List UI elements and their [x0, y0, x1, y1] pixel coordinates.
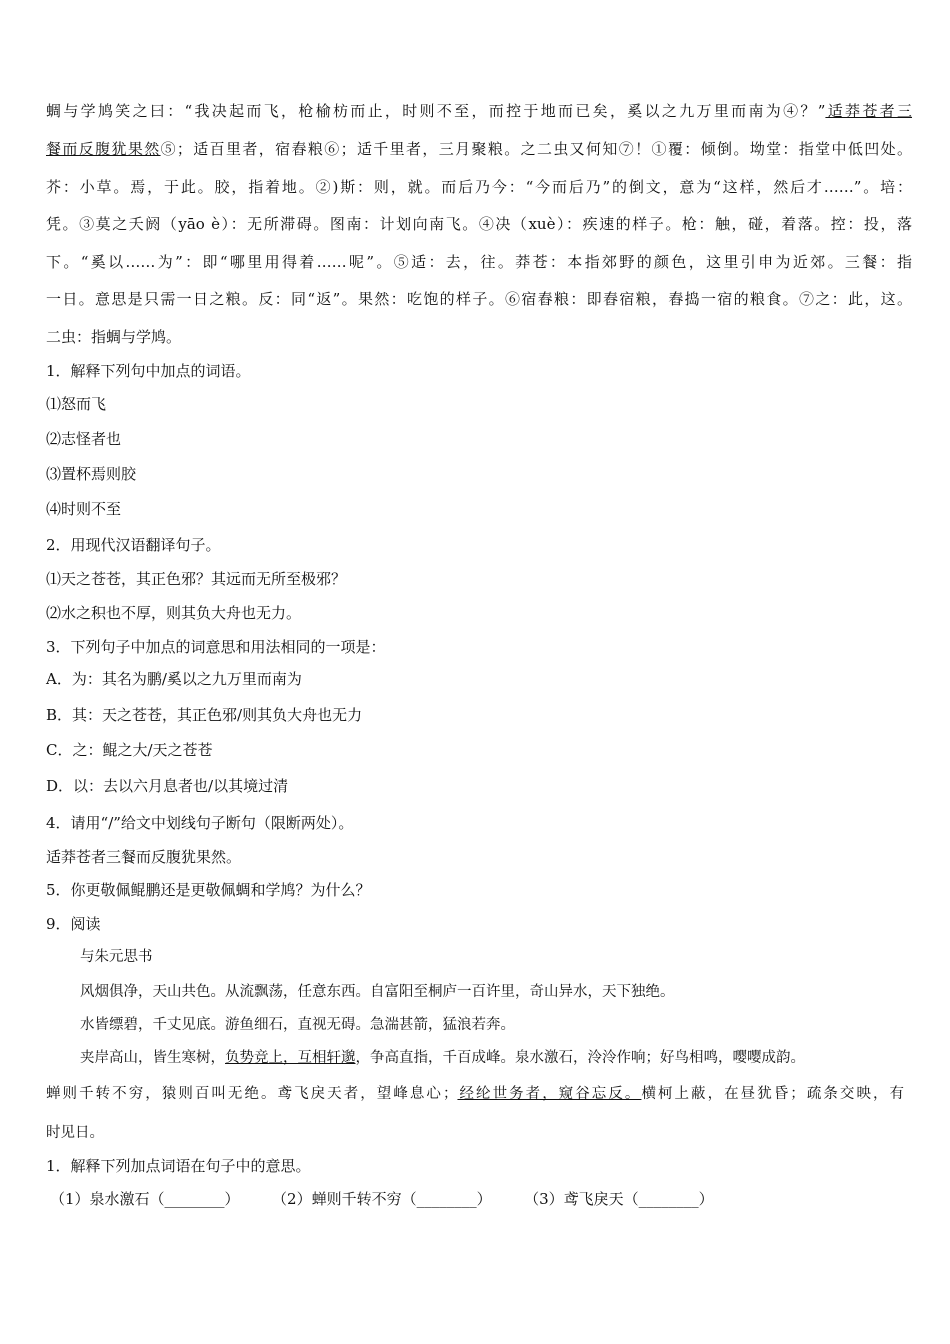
question-1-item: ⑶置杯焉则胶 — [46, 465, 137, 483]
question-3-option-d: D．以：去以六月息者也/以其境过清 — [46, 777, 289, 795]
question-1-item: ⑷时则不至 — [46, 500, 122, 518]
annotation-line-1: 蜩与学鸠笑之曰：“我决起而飞，枪榆枋而止，时则不至，而控于地而已矣，奚以之九万里而南为④？”适莽苍者三 — [46, 102, 912, 120]
question-4-sentence: 适莽苍者三餐而反腹犹果然。 — [46, 848, 242, 866]
underlined-sentence-part1: 适莽苍者三 — [825, 102, 912, 120]
question-3-title: 3．下列句子中加点的词意思和用法相同的一项是： — [46, 638, 386, 656]
annotation-line-4: 凭。③莫之夭阏（yāo è）：无所滞碍。图南：计划向南飞。④决（xuè）：疾速的样子。枪：触，碰，着落。控：投，落 — [46, 215, 912, 233]
annotation-line-6: 一日。意思是只需一日之粮。反：同“返”。果然：吃饱的样子。⑥宿舂粮：即舂宿粮，舂捣一宿的粮食。⑦之：此，这。 — [46, 290, 912, 308]
underlined-sentence-part2: 餐而反腹犹果然 — [46, 140, 161, 158]
fill-blank-item: （2）蝉则千转不穷（________） — [279, 1190, 492, 1208]
question-4-title: 4．请用“/”给文中划线句子断句（限断两处）。 — [46, 814, 354, 832]
question-1-title: 1．解释下列句中加点的词语。 — [46, 362, 251, 380]
question-3-option-c: C．之：鲲之大/天之苍苍 — [46, 741, 213, 759]
passage-paragraph-3-line-3: 时见日。 — [46, 1125, 104, 1141]
passage-paragraph-2: 水皆缥碧，千丈见底。游鱼细石，直视无碍。急湍甚箭，猛浪若奔。 — [80, 1017, 515, 1033]
question-2-title: 2．用现代汉语翻译句子。 — [46, 536, 221, 554]
section-9-heading: 9．阅读 — [46, 915, 101, 933]
question-1-item: ⑴怒而飞 — [46, 395, 107, 413]
fill-blank-item: （3）鸢飞戾天（________） — [531, 1190, 714, 1208]
question-3-option-a: A．为：其名为鹏/奚以之九万里而南为 — [46, 670, 302, 688]
passage-paragraph-1: 风烟俱净，天山共色。从流飘荡，任意东西。自富阳至桐庐一百许里，奇山异水，天下独绝。 — [80, 984, 675, 1000]
underlined-phrase-2: 经纶世务者，窥谷忘反。 — [457, 1086, 642, 1102]
question-9-1-items — [50, 1189, 714, 1209]
passage-paragraph-3-line-2: 蝉则千转不穷，猿则百叫无绝。鸢飞戾天者，望峰息心；经纶世务者，窥谷忘反。横柯上蔽，在昼犹昏；疏条交映，有 — [46, 1086, 905, 1102]
question-5-title: 5．你更敬佩鲲鹏还是更敬佩蜩和学鸠？为什么？ — [46, 881, 371, 899]
annotation-line-7: 二虫：指蜩与学鸠。 — [46, 328, 182, 346]
question-2-item: ⑴天之苍苍，其正色邪？其远而无所至极邪？ — [46, 570, 347, 588]
annotation-line-2: 餐而反腹犹果然⑤；适百里者，宿舂粮⑥；适千里者，三月聚粮。之二虫又何知⑦！①覆：倾倒。坳堂：指堂中低凹处。 — [46, 140, 912, 158]
fill-blank-item: （1）泉水激石（________） — [50, 1190, 240, 1208]
underlined-phrase-1: 负势竞上，互相轩邈 — [225, 1050, 356, 1066]
question-2-item: ⑵水之积也不厚，则其负大舟也无力。 — [46, 604, 302, 622]
question-3-option-b: B．其：天之苍苍，其正色邪/则其负大舟也无力 — [46, 706, 363, 724]
passage-paragraph-3-line-1: 夹岸高山，皆生寒树，负势竞上，互相轩邈，争高直指，千百成峰。泉水激石，泠泠作响；好鸟相鸣，嘤嘤成韵。 — [80, 1050, 805, 1066]
question-1-item: ⑵志怪者也 — [46, 430, 122, 448]
annotation-line-3: 芥：小草。焉，于此。胶，指着地。②)斯：则，就。而后乃今：“今而后乃”的倒文，意为“这样，然后才……”。培： — [46, 178, 912, 196]
passage-title: 与朱元思书 — [80, 949, 153, 965]
question-9-1-title: 1．解释下列加点词语在句子中的意思。 — [46, 1157, 311, 1175]
annotation-line-5: 下。“奚以……为”：即“哪里用得着……呢”。⑤适：去，往。莽苍：本指郊野的颜色，这里引申为近郊。三餐：指 — [46, 253, 912, 271]
